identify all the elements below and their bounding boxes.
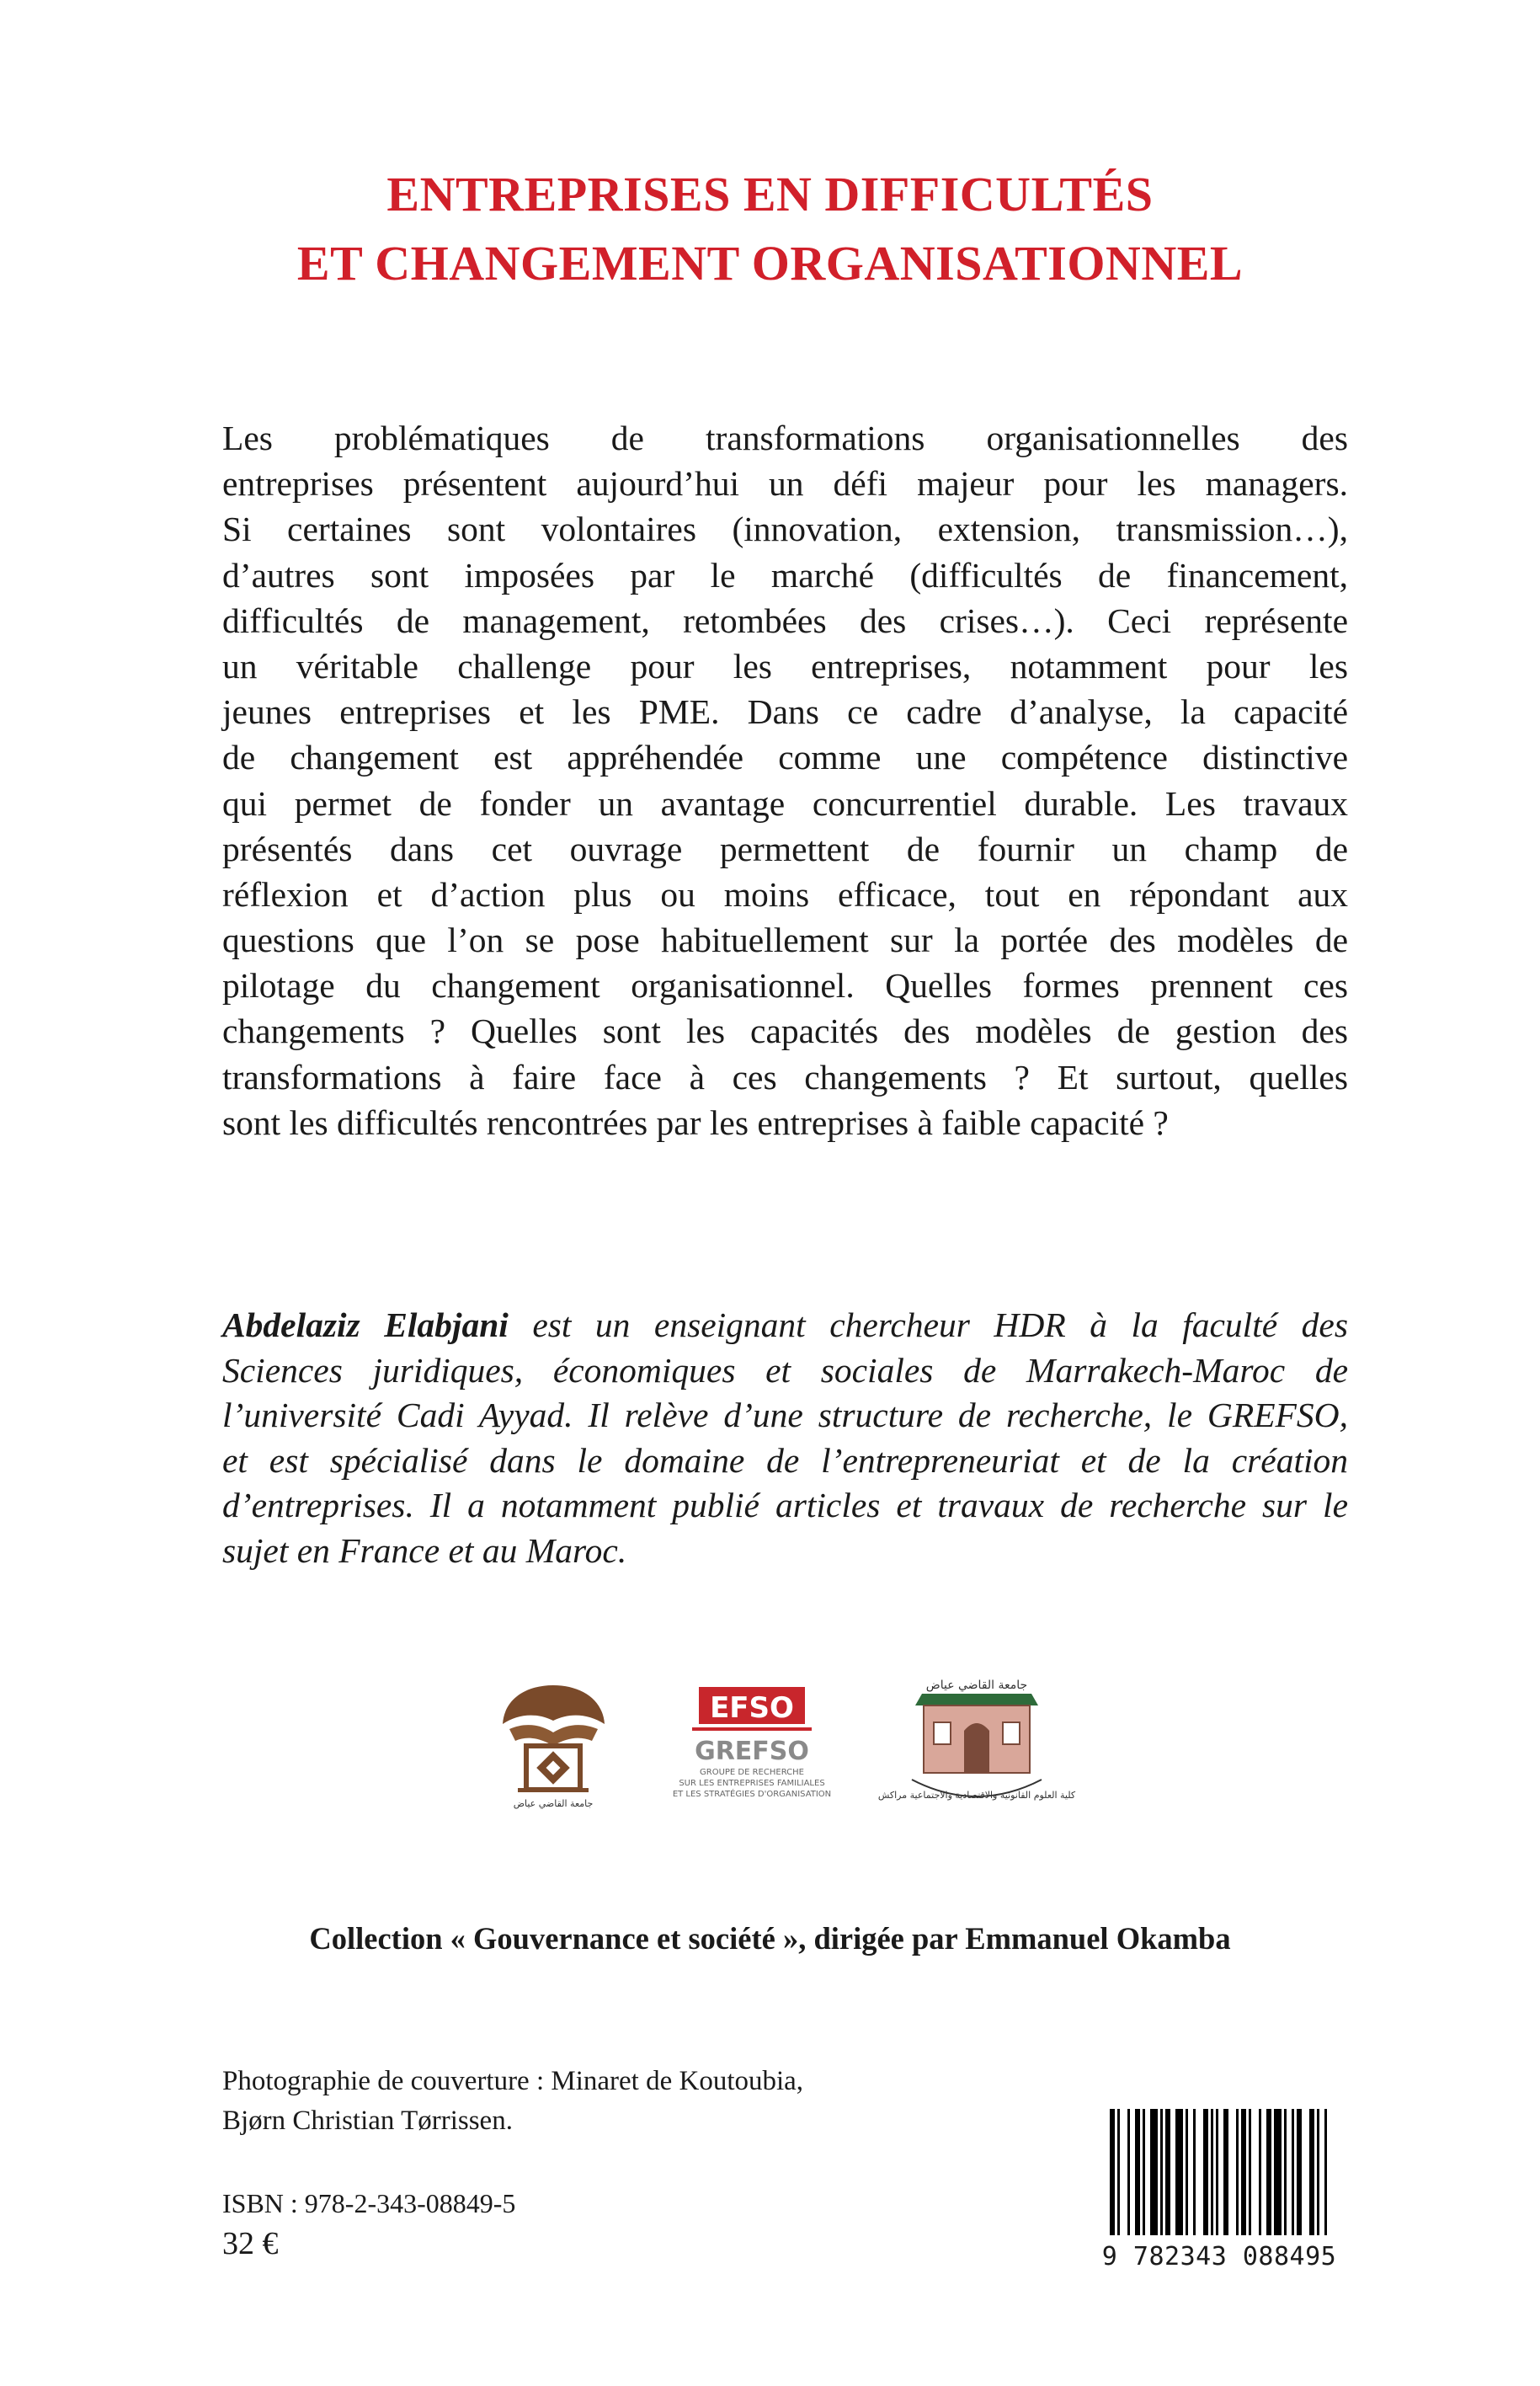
summary-line: Les problématiques de transformations organisationnelles des [222,419,1348,457]
barcode-bar [1236,2109,1239,2235]
barcode-bar [1241,2109,1246,2235]
summary-line: réflexion et d’action plus ou moins efficace, tout en répondant aux [222,874,1348,914]
photo-credits [222,2062,803,2141]
faculty-logo [877,1672,1076,1819]
grefso-logo-subtitle: ET LES STRATÉGIES D'ORGANISATION [672,1790,832,1799]
summary-paragraph [222,415,1348,1145]
grefso-logo-subtitle: SUR LES ENTREPRISES FAMILIALES [679,1779,825,1788]
barcode-bar [1117,2109,1120,2235]
author-bio [222,1303,1348,1573]
barcode-digits: 9 782343 088495 [1101,2242,1337,2271]
title-line-1: ENTREPRISES EN DIFFICULTÉS [386,167,1154,222]
summary-line: un véritable challenge pour les entreprises, notamment pour les [222,646,1348,686]
partner-logos [0,1672,1540,1823]
barcode-bar [1211,2109,1213,2235]
barcode-bar [1324,2109,1327,2235]
barcode-bar [1216,2109,1218,2235]
barcode [1096,2104,1342,2272]
barcode-bar [1193,2109,1196,2235]
author-bio-line: d’entreprises. Il a notamment publié articles et travaux de recherche sur le [222,1486,1348,1524]
grefso-logo-subtitle: GROUPE DE RECHERCHE [700,1768,804,1777]
author-name: Abdelaziz Elabjani [222,1305,509,1344]
summary-line: entreprises présentent aujourd’hui un défi majeur pour les managers. [222,464,1348,504]
summary-line: d’autres sont imposées par le marché (difficultés de financement, [222,555,1348,595]
barcode-bar [1203,2109,1208,2235]
summary-line: jeunes entreprises et les PME. Dans ce cadre d’analyse, la capacité [222,692,1348,732]
barcode-bar [1266,2109,1271,2235]
faculty-logo-caption: كلية العلوم القانونية والاقتصادية والاجتماعية مراكش [877,1790,1076,1801]
isbn: ISBN : 978-2-343-08849-5 [222,2188,516,2218]
author-bio-line [222,1303,1348,1348]
barcode-bar [1127,2109,1130,2235]
summary-line: qui permet de fonder un avantage concurrentiel durable. Les travaux [222,783,1348,823]
author-bio-text: est un enseignant chercheur HDR à la faculté des [508,1305,1348,1344]
summary-line: questions que l’on se pose habituellement sur la portée des modèles de [222,921,1348,960]
summary-line: présentés dans cet ouvrage permettent de fournir un champ de [222,829,1348,868]
photo-credit-line: Bjørn Christian Tørrissen. [222,2106,513,2136]
barcode-bar [1297,2109,1302,2235]
barcode-bar [1223,2109,1228,2235]
barcode-bars [1096,2104,1342,2243]
author-bio-line: sujet en France et au Maroc. [222,1530,627,1570]
barcode-bar [1135,2109,1140,2235]
barcode-bar [1259,2109,1261,2235]
barcode-bar [1249,2109,1251,2235]
summary-line: pilotage du changement organisationnel. Quelles formes prennent ces [222,966,1348,1006]
faculty-logo-header: جامعة القاضي عياض [925,1679,1028,1692]
summary-line: changements ? Quelles sont les capacités des modèles de gestion des [222,1012,1348,1051]
barcode-bar [1309,2109,1314,2235]
author-bio-line: Sciences juridiques, économiques et sociales de Marrakech-Maroc de [222,1350,1348,1390]
title-line-2: ET CHANGEMENT ORGANISATIONNEL [296,236,1244,291]
university-logo-caption: جامعة القاضي عياض [513,1798,594,1809]
author-bio-line: l’université Cadi Ayyad. Il relève d’une structure de recherche, le GREFSO, [222,1396,1348,1434]
barcode-bar [1143,2109,1145,2235]
barcode-bar [1317,2109,1319,2235]
grefso-logo [658,1687,845,1813]
barcode-bar [1165,2109,1170,2235]
summary-line: difficultés de management, retombées des crises…). Ceci représente [222,601,1348,640]
author-bio-line: et est spécialisé dans le domaine de l’entrepreneuriat et de la création [222,1440,1348,1480]
grefso-logo-name: GREFSO [695,1737,809,1766]
barcode-bar [1274,2109,1282,2235]
book-title [0,160,1540,298]
barcode-bar [1150,2109,1158,2235]
barcode-bar [1292,2109,1294,2235]
university-logo [493,1680,615,1811]
collection-line: Collection « Gouvernance et société », dirigée par Emmanuel Okamba [309,1921,1231,1956]
barcode-bar [1186,2109,1188,2235]
barcode-bar [1110,2109,1115,2235]
photo-credit-line: Photographie de couverture : Minaret de Koutoubia, [222,2066,804,2096]
summary-line: de changement est appréhendée comme une compétence distinctive [222,738,1348,777]
summary-line: Si certaines sont volontaires (innovation, extension, transmission…), [222,510,1348,549]
barcode-bar [1175,2109,1183,2235]
price: 32 € [222,2226,279,2261]
summary-line: sont les difficultés rencontrées par les entreprises à faible capacité ? [222,1102,1169,1142]
summary-line: transformations à faire face à ces changements ? Et surtout, quelles [222,1057,1348,1097]
barcode-bar [1160,2109,1163,2235]
barcode-bar [1284,2109,1287,2235]
grefso-logo-mark: EFSO [710,1691,794,1725]
